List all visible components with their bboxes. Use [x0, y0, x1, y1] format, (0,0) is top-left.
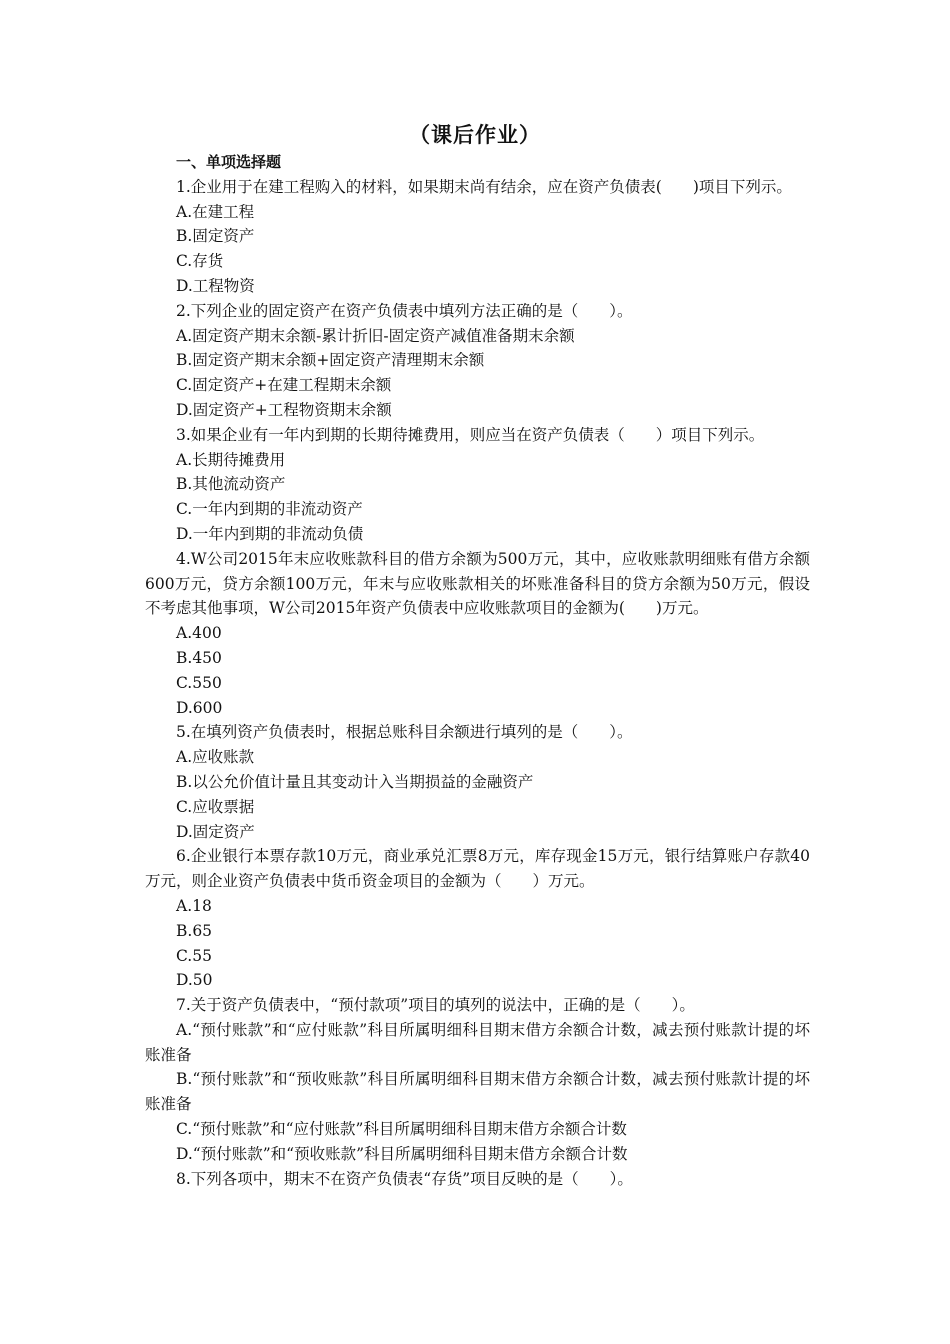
question-5-option-c: C.应收票据 [176, 797, 255, 816]
question-1-option-b: B.固定资产 [176, 227, 255, 246]
question-4-stem: 4.W公司2015年末应收账款科目的借方余额为500万元，其中，应收账款明细账有借方余额600万元，贷方余额100万元，年末与应收账款相关的坏账准备科目的贷方余额为50万元，假设不考虑其他事项，W公司2015年资产负债表中应收账款项目的金额为( )万元。 [145, 549, 810, 618]
question-1-option-c: C.存货 [176, 252, 224, 271]
question-2-option-b: B.固定资产期末余额+固定资产清理期末余额 [176, 351, 485, 370]
question-4-option-b: B.450 [176, 648, 222, 667]
question-4-option-d: D.600 [176, 698, 223, 717]
question-7-option-b: B.“预付账款”和“预收账款”科目所属明细科目期末借方余额合计数，减去预付账款计提的坏账准备 [145, 1070, 810, 1114]
question-1-stem: 1.企业用于在建工程购入的材料，如果期末尚有结余，应在资产负债表( )项目下列示。 [176, 177, 792, 196]
question-3-option-c: C.一年内到期的非流动资产 [176, 500, 363, 519]
question-6-option-a: A.18 [176, 896, 212, 915]
question-3-option-d: D.一年内到期的非流动负债 [176, 524, 364, 543]
question-8-stem: 8.下列各项中，期末不在资产负债表“存货”项目反映的是（ ）。 [176, 1169, 633, 1188]
question-3-option-b: B.其他流动资产 [176, 475, 286, 494]
question-2-option-a: A.固定资产期末余额-累计折旧-固定资产减值准备期末余额 [176, 326, 575, 345]
question-7-option-c: C.“预付账款”和“应付账款”科目所属明细科目期末借方余额合计数 [176, 1120, 627, 1139]
question-6-stem: 6.企业银行本票存款10万元，商业承兑汇票8万元，库存现金15万元，银行结算账户存款40万元，则企业资产负债表中货币资金项目的金额为（ ）万元。 [145, 847, 810, 891]
question-5-stem: 5.在填列资产负债表时，根据总账科目余额进行填列的是（ ）。 [176, 723, 633, 742]
question-7-option-d: D.“预付账款”和“预收账款”科目所属明细科目期末借方余额合计数 [176, 1144, 628, 1163]
page-title: （课后作业） [409, 123, 541, 147]
question-5-option-d: D.固定资产 [176, 822, 255, 841]
question-2-stem: 2.下列企业的固定资产在资产负债表中填列方法正确的是（ ）。 [176, 301, 633, 320]
question-2-option-c: C.固定资产+在建工程期末余额 [176, 376, 392, 395]
question-2-option-d: D.固定资产+工程物资期末余额 [176, 400, 392, 419]
question-5-option-a: A.应收账款 [176, 748, 255, 767]
question-7-stem: 7.关于资产负债表中，“预付款项”项目的填列的说法中，正确的是（ ）。 [176, 996, 695, 1015]
question-5-option-b: B.以公允价值计量且其变动计入当期损益的金融资产 [176, 772, 534, 791]
question-1-option-d: D.工程物资 [176, 276, 255, 295]
question-4-option-c: C.550 [176, 673, 222, 692]
question-1-option-a: A.在建工程 [176, 202, 255, 221]
question-list [145, 150, 810, 1191]
question-4-option-a: A.400 [176, 624, 222, 643]
question-6-option-c: C.55 [176, 946, 212, 965]
section-heading: 一、单项选择题 [176, 153, 282, 171]
question-7-option-a: A.“预付账款”和“应付账款”科目所属明细科目期末借方余额合计数，减去预付账款计提的坏账准备 [145, 1020, 810, 1064]
question-3-option-a: A.长期待摊费用 [176, 450, 286, 469]
question-6-option-d: D.50 [176, 971, 213, 990]
question-6-option-b: B.65 [176, 921, 213, 940]
question-3-stem: 3.如果企业有一年内到期的长期待摊费用，则应当在资产负债表（ ）项目下列示。 [176, 425, 765, 444]
